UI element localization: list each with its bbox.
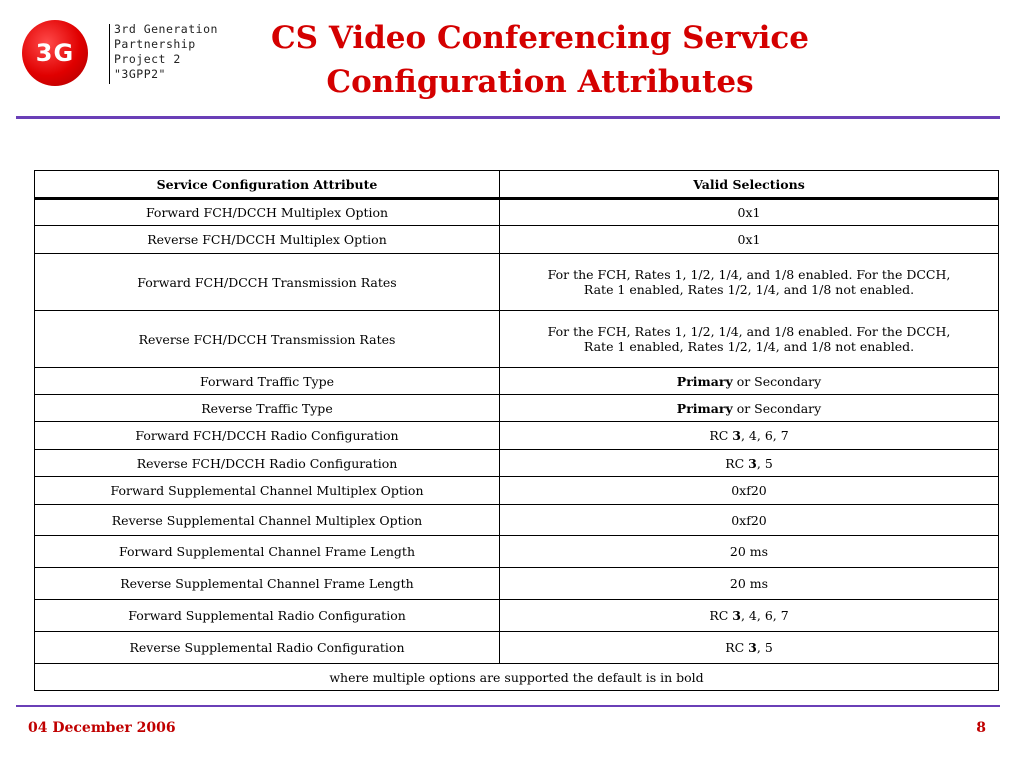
attribute-cell: Reverse FCH/DCCH Transmission Rates (35, 311, 500, 368)
other-options: or Secondary (732, 373, 822, 389)
value-cell (500, 368, 999, 395)
default-option: 3 (732, 608, 741, 623)
value-cell (500, 600, 999, 632)
table-row (35, 450, 999, 477)
header-valid-selections: Valid Selections (500, 171, 999, 199)
attribute-cell: Forward FCH/DCCH Multiplex Option (35, 199, 500, 226)
top-divider (16, 116, 1000, 119)
table-footnote-row (35, 664, 999, 691)
table-row (35, 199, 999, 226)
attribute-cell: Forward Supplemental Radio Configuration (35, 600, 500, 632)
other-options: , 5 (756, 455, 773, 471)
value-prefix: RC (709, 608, 733, 623)
logo-3gpp2 (22, 20, 237, 86)
title-line-1: CS Video Conferencing Service (270, 20, 810, 56)
attributes-table (34, 170, 999, 691)
attribute-cell: Reverse Supplemental Radio Configuration (35, 632, 500, 664)
default-option: 3 (748, 640, 757, 655)
value-cell: 0x1 (500, 199, 999, 226)
attribute-cell: Forward Supplemental Channel Multiplex Option (35, 477, 500, 505)
attribute-cell: Forward Supplemental Channel Frame Length (35, 536, 500, 568)
value-prefix: RC (709, 428, 733, 443)
other-options: or Secondary (732, 400, 822, 416)
table-header-row (35, 171, 999, 199)
value-line-2: Rate 1 enabled, Rates 1/2, 1/4, and 1/8 not enabled. (583, 339, 915, 354)
other-options: , 4, 6, 7 (740, 428, 789, 443)
value-cell (500, 422, 999, 450)
logo-line-1: 3rd Generation (114, 22, 218, 36)
table-row (35, 368, 999, 395)
value-cell (500, 632, 999, 664)
logo-line-2: Partnership (114, 37, 196, 51)
bottom-divider (16, 705, 1000, 707)
table-row (35, 395, 999, 422)
value-cell: 0xf20 (500, 505, 999, 536)
table-row (35, 600, 999, 632)
attribute-cell: Reverse FCH/DCCH Radio Configuration (35, 450, 500, 477)
logo-line-3: Project 2 (114, 52, 181, 66)
value-cell (500, 311, 999, 368)
value-cell: 20 ms (500, 568, 999, 600)
value-line-2: Rate 1 enabled, Rates 1/2, 1/4, and 1/8 not enabled. (583, 282, 915, 297)
value-cell (500, 254, 999, 311)
other-options: , 4, 6, 7 (740, 608, 789, 623)
table-row (35, 505, 999, 536)
table-row (35, 477, 999, 505)
logo-divider (109, 24, 110, 84)
attribute-cell: Reverse Traffic Type (35, 395, 500, 422)
value-cell: 0xf20 (500, 477, 999, 505)
footer-date: 04 December 2006 (28, 720, 176, 736)
default-option: Primary (676, 373, 733, 389)
header-attribute: Service Configuration Attribute (35, 171, 500, 199)
value-line-1: For the FCH, Rates 1, 1/2, 1/4, and 1/8 enabled. For the DCCH, (547, 324, 951, 339)
attribute-cell: Forward FCH/DCCH Transmission Rates (35, 254, 500, 311)
value-line-1: For the FCH, Rates 1, 1/2, 1/4, and 1/8 enabled. For the DCCH, (547, 267, 951, 282)
logo-mark: 3G (35, 39, 75, 67)
default-option: Primary (676, 400, 733, 416)
default-option: 3 (748, 455, 757, 471)
table-row (35, 254, 999, 311)
value-cell: 0x1 (500, 226, 999, 254)
table-row (35, 311, 999, 368)
default-option: 3 (732, 428, 741, 443)
logo-text (114, 22, 218, 82)
table-row (35, 568, 999, 600)
attribute-cell: Forward FCH/DCCH Radio Configuration (35, 422, 500, 450)
table-row (35, 632, 999, 664)
value-cell (500, 450, 999, 477)
page-number: 8 (976, 720, 986, 736)
value-prefix: RC (725, 455, 749, 471)
value-prefix: RC (725, 640, 749, 655)
value-cell (500, 395, 999, 422)
table-row (35, 422, 999, 450)
attribute-cell: Reverse Supplemental Channel Multiplex Option (35, 505, 500, 536)
attribute-cell: Forward Traffic Type (35, 368, 500, 395)
value-cell: 20 ms (500, 536, 999, 568)
table-footnote: where multiple options are supported the default is in bold (35, 664, 999, 691)
title-line-2: Configuration Attributes (326, 64, 754, 100)
attribute-cell: Reverse Supplemental Channel Frame Length (35, 568, 500, 600)
attribute-cell: Reverse FCH/DCCH Multiplex Option (35, 226, 500, 254)
other-options: , 5 (756, 640, 773, 655)
logo-line-4: "3GPP2" (114, 67, 166, 81)
page-title (240, 16, 840, 104)
table-row (35, 536, 999, 568)
table-row (35, 226, 999, 254)
